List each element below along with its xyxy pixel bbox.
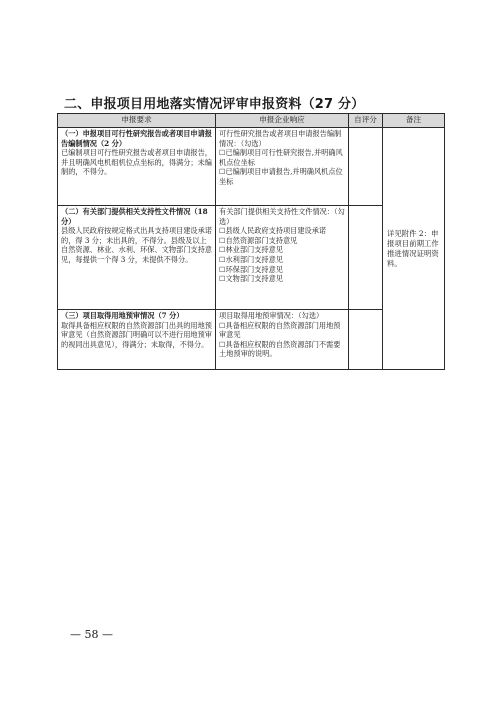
response-option: ☐具备相应权限的自然资源部门用地预审意见 bbox=[219, 320, 341, 340]
table-row bbox=[58, 128, 445, 206]
response-prompt: 有关部门提供相关支持性文件情况：（勾选） bbox=[219, 207, 345, 226]
response-option: ☐水利部门支持意见 bbox=[219, 254, 283, 264]
self-score-cell bbox=[349, 206, 383, 310]
response-cell bbox=[216, 310, 349, 370]
response-option: ☐自然资源部门支持意见 bbox=[219, 235, 298, 245]
response-option: ☐已编制项目申请报告,并明确风机点位坐标 bbox=[219, 167, 343, 186]
response-option: ☐县级人民政府支持项目建设承诺 bbox=[219, 226, 327, 236]
response-cell bbox=[216, 206, 349, 310]
requirement-cell bbox=[58, 310, 216, 370]
table-header-row bbox=[58, 114, 445, 128]
requirement-title: （一）申报项目可行性研究报告或者项目申请报告编制情况（2 分） bbox=[61, 129, 212, 148]
section-title: 二、申报项目用地落实情况评审申报资料（27 分） bbox=[64, 97, 365, 112]
note-cell: 详见附件 2：申报项目前期工作推进情况证明资料。 bbox=[383, 128, 445, 370]
requirement-title: （二）有关部门提供相关支持性文件情况（18 分） bbox=[61, 207, 208, 226]
page-number: — 58 — bbox=[70, 628, 113, 641]
response-option: ☐林业部门支持意见 bbox=[219, 245, 283, 255]
response-option: ☐具备相应权限的自然资源部门不需要土地预审的说明。 bbox=[219, 339, 341, 359]
response-prompt: 可行性研究报告或者项目申请报告编制情况：（勾选） bbox=[219, 129, 342, 148]
requirement-description: 县级人民政府按规定格式出具支持项目建设承诺的，得 3 分；未出具的，不得分。县级及以上自然资源、林业、水利、环保、文物部门支持意见，每提供一个得 3 分，未提供不得分。 bbox=[61, 226, 212, 264]
response-cell bbox=[216, 128, 349, 206]
header-note: 备注 bbox=[383, 114, 445, 128]
response-option: ☐文物部门支持意见 bbox=[219, 274, 283, 284]
header-response: 申报企业响应 bbox=[216, 114, 349, 128]
requirement-title: （三）项目取得用地预审情况（7 分） bbox=[61, 311, 184, 320]
requirement-cell bbox=[58, 206, 216, 310]
requirement-description: 已编制项目可行性研究报告或者项目申请报告，并且明确风电机组机位点坐标的，得满分；未编制的，不得分。 bbox=[61, 148, 212, 177]
response-prompt: 项目取得用地预审情况：（勾选） bbox=[219, 311, 324, 320]
self-score-cell bbox=[349, 310, 383, 370]
self-score-cell bbox=[349, 128, 383, 206]
response-option: ☐环保部门支持意见 bbox=[219, 264, 283, 274]
requirements-table bbox=[57, 113, 445, 370]
requirement-description: 取得具备相应权限的自然资源部门出具的用地预审意见（自然资源部门明确可以不进行用地预审的视同出具意见），得满分；未取得，不得分。 bbox=[61, 320, 212, 349]
requirement-cell bbox=[58, 128, 216, 206]
response-option: ☐已编制项目可行性研究报告,并明确风机点位坐标 bbox=[219, 148, 343, 167]
header-requirement: 申报要求 bbox=[58, 114, 216, 128]
header-self-score: 自评分 bbox=[349, 114, 383, 128]
